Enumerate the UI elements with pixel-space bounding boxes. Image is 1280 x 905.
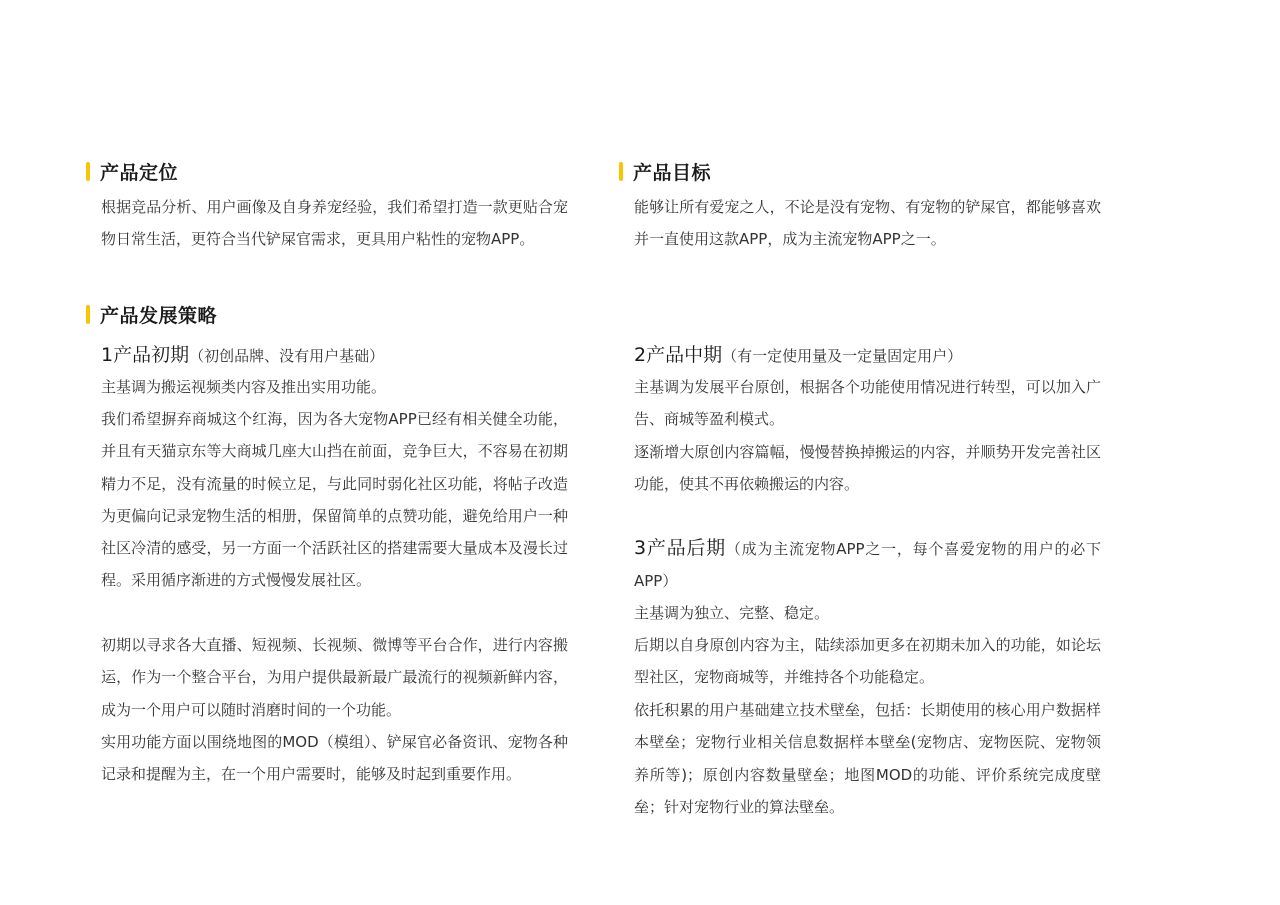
heading-text: 产品定位 [100, 161, 179, 184]
early-paragraph-1: 主基调为搬运视频类内容及推出实用功能。 [101, 378, 387, 396]
late-paragraph-3: 依托积累的用户基础建立技术壁垒，包括：长期使用的核心用户数据样本壁垒；宠物行业相关信息数据样本壁垒(宠物店、宠物医院、宠物领养所等)；原创内容数量壁垒；地图MOD的功能、评价系统完成度壁垒；针对宠物行业的算法壁垒。 [634, 701, 1101, 816]
phase-mid-heading [634, 340, 1101, 367]
mid-paragraph-2: 逐渐增大原创内容篇幅，慢慢替换掉搬运的内容，并顺势开发完善社区功能，使其不再依赖搬运的内容。 [634, 443, 1101, 494]
phase-title: 2产品中期 [634, 344, 723, 366]
section-heading-positioning [86, 158, 178, 184]
accent-bar [86, 162, 90, 181]
accent-bar [86, 305, 90, 324]
phase-early-heading [101, 340, 568, 367]
phase-title: 3产品后期 [634, 537, 726, 559]
heading-text: 产品发展策略 [100, 304, 218, 327]
heading-text: 产品目标 [633, 161, 712, 184]
late-paragraph-1: 主基调为独立、完整、稳定。 [634, 604, 830, 622]
early-paragraph-3: 初期以寻求各大直播、短视频、长视频、微博等平台合作，进行内容搬运，作为一个整合平台，为用户提供最新最广最流行的视频新鲜内容，成为一个用户可以随时消磨时间的一个功能。 [101, 636, 568, 719]
late-paragraph-2: 后期以自身原创内容为主，陆续添加更多在初期未加入的功能，如论坛型社区，宠物商城等，并维持各个功能稳定。 [634, 636, 1101, 687]
early-paragraph-4: 实用功能方面以围绕地图的MOD（模组）、铲屎官必备资讯、宠物各种记录和提醒为主，在一个用户需要时，能够及时起到重要作用。 [101, 733, 568, 784]
accent-bar [619, 162, 623, 181]
phase-late-heading [634, 532, 1101, 598]
mid-paragraph-1: 主基调为发展平台原创，根据各个功能使用情况进行转型，可以加入广告、商城等盈利模式。 [634, 378, 1101, 429]
positioning-body: 根据竞品分析、用户画像及自身养宠经验，我们希望打造一款更贴合宠物日常生活，更符合当代铲屎官需求，更具用户粘性的宠物APP。 [101, 198, 568, 249]
section-heading-goal [619, 158, 711, 184]
early-paragraph-2: 我们希望摒弃商城这个红海，因为各大宠物APP已经有相关健全功能，并且有天猫京东等大商城几座大山挡在前面，竞争巨大，不容易在初期精力不足，没有流量的时候立足，与此同时弱化社区功能，将帖子改造为更偏向记录宠物生活的相册，保留简单的点赞功能，避免给用户一种社区冷清的感受，另一方面一个活跃社区的搭建需要大量成本及漫长过程。采用循序渐进的方式慢慢发展社区。 [101, 410, 568, 590]
phase-note: （成为主流宠物APP之一，每个喜爱宠物的用户的必下APP） [634, 540, 1102, 591]
phase-title: 1产品初期 [101, 344, 190, 366]
section-heading-strategy [86, 301, 217, 327]
goal-body: 能够让所有爱宠之人，不论是没有宠物、有宠物的铲屎官，都能够喜欢并一直使用这款APP，成为主流宠物APP之一。 [634, 198, 1101, 249]
phase-note: （初创品牌、没有用户基础） [189, 347, 385, 365]
phase-note: （有一定使用量及一定量固定用户） [722, 347, 963, 365]
